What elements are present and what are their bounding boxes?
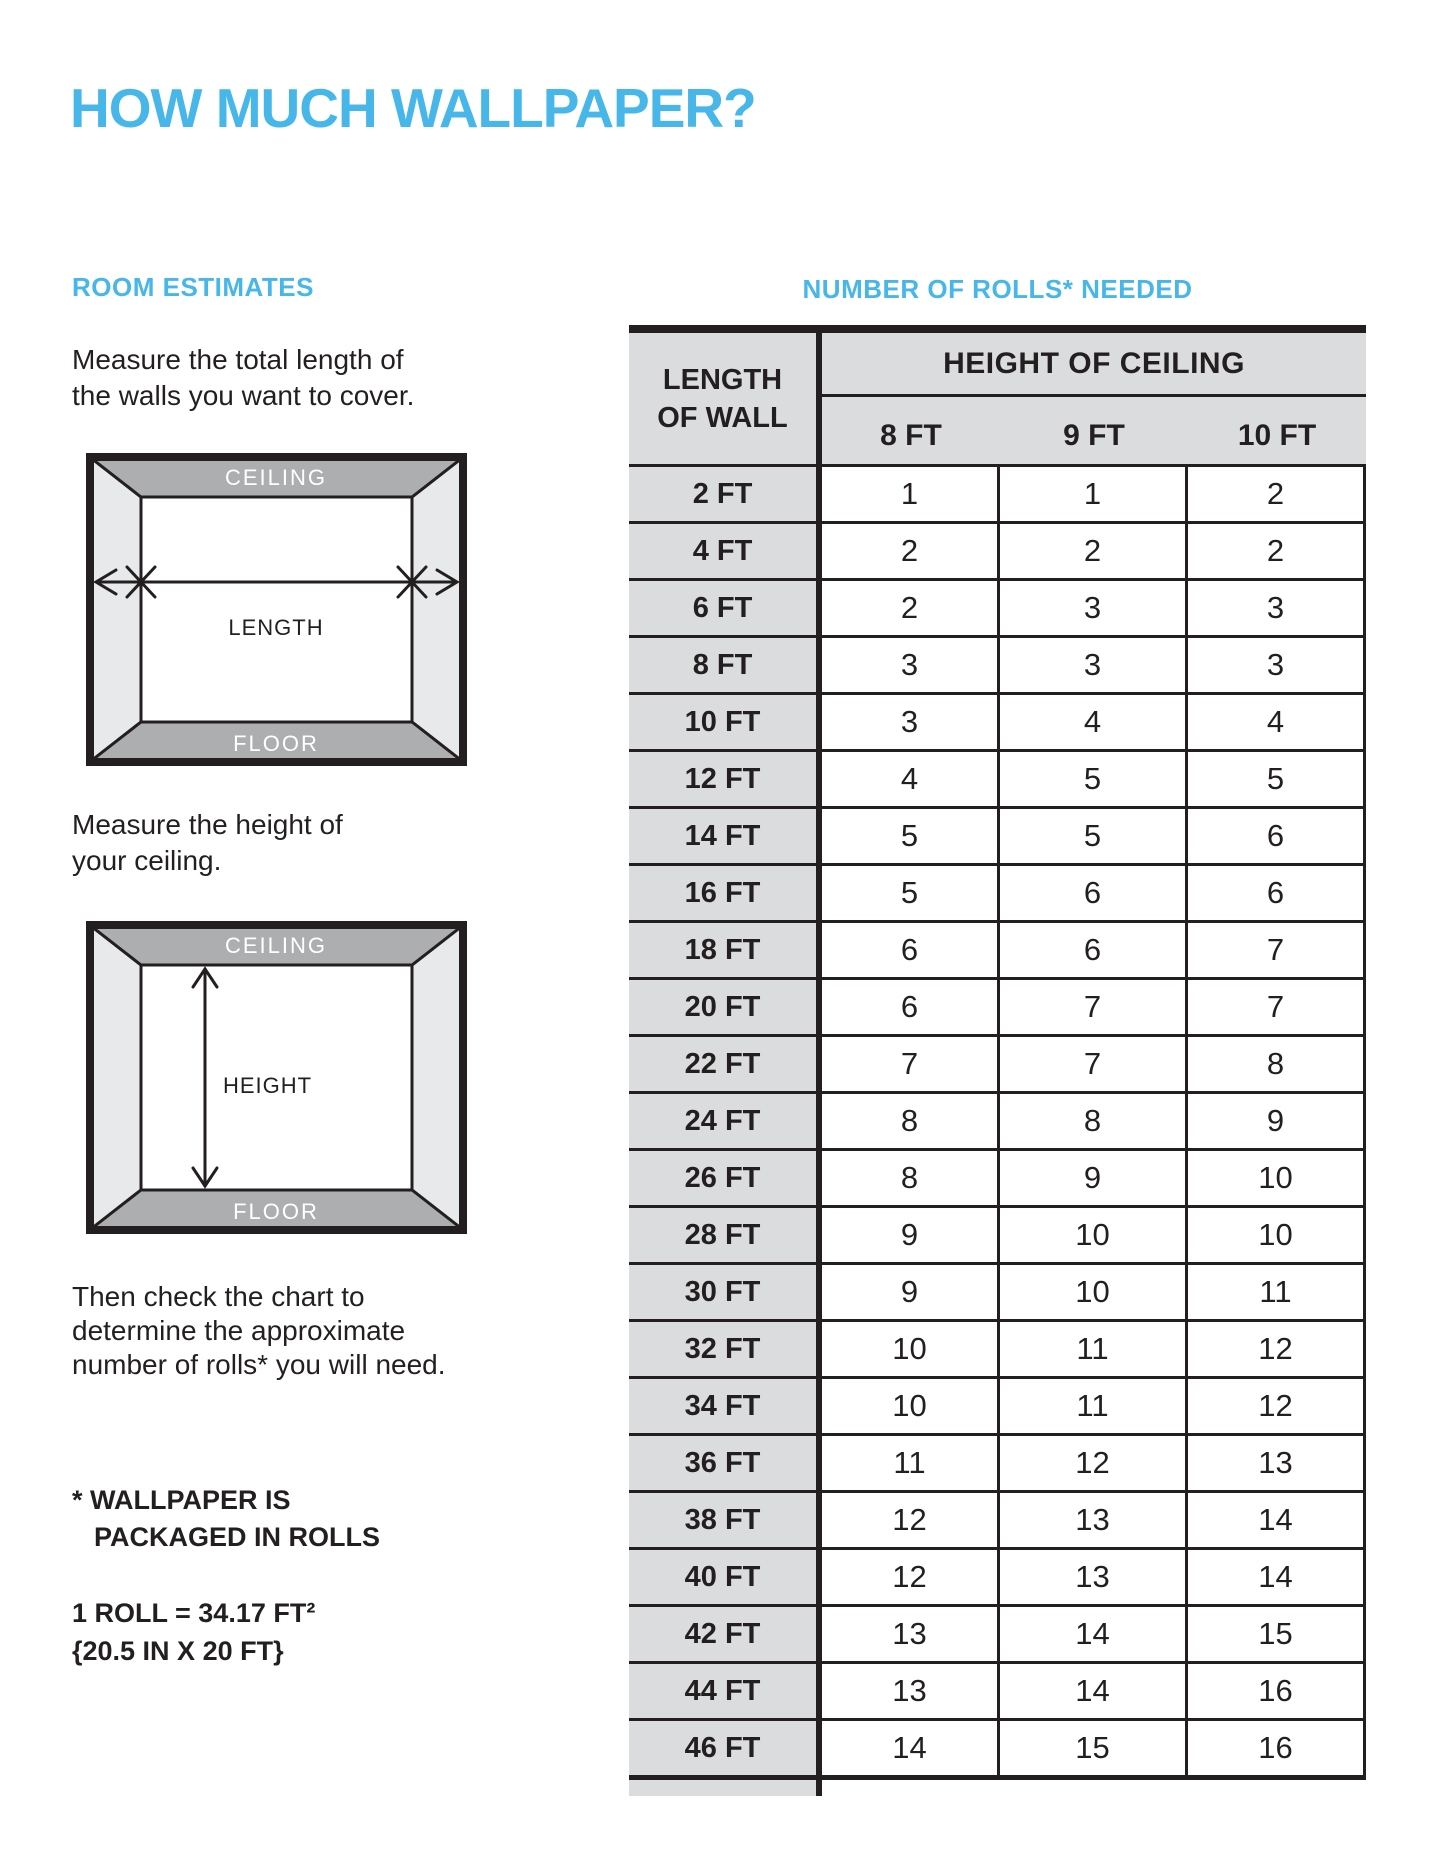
label-column-tail — [629, 1780, 816, 1796]
row-label: 30 FT — [629, 1265, 816, 1322]
roll-count-cell: 10 — [822, 1322, 1000, 1376]
row-label: 20 FT — [629, 980, 816, 1037]
row-label: 6 FT — [629, 581, 816, 638]
roll-count-cell: 6 — [822, 923, 1000, 977]
roll-count-cell: 11 — [1188, 1265, 1366, 1319]
row-label: 18 FT — [629, 923, 816, 980]
row-label: 14 FT — [629, 809, 816, 866]
roll-count-cell: 12 — [1000, 1436, 1188, 1490]
roll-count-cell: 6 — [1000, 923, 1188, 977]
table-row — [822, 695, 1366, 752]
instruction-measure-height — [72, 807, 343, 879]
row-label: 8 FT — [629, 638, 816, 695]
roll-count-cell: 14 — [822, 1721, 1000, 1775]
table-row — [822, 524, 1366, 581]
roll-count-cell: 1 — [822, 467, 1000, 521]
roll-count-cell: 11 — [822, 1436, 1000, 1490]
instruction-measure-length — [72, 342, 414, 414]
table-row — [822, 1607, 1366, 1664]
roll-count-cell: 2 — [822, 524, 1000, 578]
text-line: Then check the chart to — [72, 1281, 365, 1312]
roll-count-cell: 4 — [1000, 695, 1188, 749]
header-line: OF WALL — [657, 401, 788, 434]
height-label: HEIGHT — [223, 1073, 313, 1098]
roll-count-cell: 14 — [1000, 1664, 1188, 1718]
rolls-needed-heading: NUMBER OF ROLLS* NEEDED — [802, 274, 1193, 304]
roll-count-cell: 8 — [822, 1094, 1000, 1148]
roll-count-cell: 3 — [1188, 638, 1366, 692]
page-title: HOW MUCH WALLPAPER? — [70, 77, 756, 139]
table-row — [822, 1721, 1366, 1780]
roll-count-cell: 12 — [822, 1493, 1000, 1547]
ceiling-height-subheaders — [822, 397, 1366, 467]
roll-count-cell: 7 — [822, 1037, 1000, 1091]
row-label: 2 FT — [629, 467, 816, 524]
row-label: 12 FT — [629, 752, 816, 809]
roll-count-cell: 2 — [1188, 524, 1366, 578]
roll-count-cell: 10 — [1000, 1208, 1188, 1262]
text-line: your ceiling. — [72, 845, 222, 876]
table-value-rows — [822, 467, 1366, 1780]
roll-count-cell: 4 — [822, 752, 1000, 806]
table-row — [822, 809, 1366, 866]
row-label: 46 FT — [629, 1721, 816, 1780]
floor-label: FLOOR — [233, 1199, 319, 1224]
row-label: 40 FT — [629, 1550, 816, 1607]
row-label: 44 FT — [629, 1664, 816, 1721]
roll-count-cell: 7 — [1188, 980, 1366, 1034]
roll-count-cell: 9 — [822, 1265, 1000, 1319]
roll-count-cell: 3 — [822, 638, 1000, 692]
roll-count-cell: 4 — [1188, 695, 1366, 749]
roll-count-cell: 9 — [822, 1208, 1000, 1262]
row-label: 4 FT — [629, 524, 816, 581]
table-label-column — [629, 333, 816, 1796]
instruction-check-chart — [72, 1280, 446, 1382]
table-label-column-rows — [629, 467, 816, 1780]
roll-count-cell: 7 — [1188, 923, 1366, 977]
roll-count-cell: 12 — [822, 1550, 1000, 1604]
row-label: 34 FT — [629, 1379, 816, 1436]
roll-count-cell: 16 — [1188, 1721, 1366, 1775]
table-row — [822, 467, 1366, 524]
column-header-10ft: 10 FT — [1237, 418, 1317, 452]
roll-count-cell: 14 — [1188, 1550, 1366, 1604]
row-label: 28 FT — [629, 1208, 816, 1265]
roll-count-cell: 10 — [1188, 1208, 1366, 1262]
roll-count-cell: 2 — [1000, 524, 1188, 578]
roll-count-cell: 6 — [1188, 866, 1366, 920]
table-row — [822, 1208, 1366, 1265]
row-label: 16 FT — [629, 866, 816, 923]
roll-count-cell: 1 — [1000, 467, 1188, 521]
text-line: determine the approximate — [72, 1315, 406, 1346]
roll-count-cell: 7 — [1000, 980, 1188, 1034]
table-row — [822, 1550, 1366, 1607]
row-label: 42 FT — [629, 1607, 816, 1664]
height-of-ceiling-header: HEIGHT OF CEILING — [822, 333, 1366, 397]
table-row — [822, 1322, 1366, 1379]
roll-size-info — [72, 1594, 315, 1670]
rolls-needed-table — [629, 325, 1366, 1796]
table-row — [822, 1664, 1366, 1721]
room-length-diagram — [86, 453, 467, 771]
roll-count-cell: 7 — [1000, 1037, 1188, 1091]
table-row — [822, 1436, 1366, 1493]
table-value-area — [816, 333, 1366, 1796]
column-header-8ft: 8 FT — [880, 418, 942, 452]
roll-count-cell: 5 — [1188, 752, 1366, 806]
text-line: the walls you want to cover. — [72, 380, 415, 411]
roll-count-cell: 9 — [1000, 1151, 1188, 1205]
roll-count-cell: 8 — [1000, 1094, 1188, 1148]
header-line: LENGTH — [662, 363, 783, 396]
table-row — [822, 866, 1366, 923]
roll-count-cell: 6 — [1000, 866, 1188, 920]
roll-count-cell: 15 — [1188, 1607, 1366, 1661]
roll-count-cell: 13 — [822, 1664, 1000, 1718]
roll-count-cell: 13 — [1188, 1436, 1366, 1490]
table-row — [822, 980, 1366, 1037]
table-row — [822, 638, 1366, 695]
row-label: 26 FT — [629, 1151, 816, 1208]
roll-count-cell: 16 — [1188, 1664, 1366, 1718]
roll-count-cell: 5 — [1000, 752, 1188, 806]
roll-count-cell: 3 — [822, 695, 1000, 749]
floor-label: FLOOR — [233, 731, 319, 756]
roll-count-cell: 8 — [822, 1151, 1000, 1205]
roll-count-cell: 9 — [1188, 1094, 1366, 1148]
roll-count-cell: 6 — [1188, 809, 1366, 863]
length-of-wall-header — [629, 333, 816, 467]
roll-count-cell: 15 — [1000, 1721, 1188, 1775]
table-row — [822, 1493, 1366, 1550]
roll-count-cell: 13 — [1000, 1550, 1188, 1604]
ceiling-label: CEILING — [224, 933, 328, 958]
column-header-9ft: 9 FT — [1063, 418, 1125, 452]
room-perspective-illustration — [86, 921, 467, 1234]
table-row — [822, 1151, 1366, 1208]
roll-count-cell: 5 — [822, 809, 1000, 863]
table-row — [822, 1094, 1366, 1151]
roll-count-cell: 11 — [1000, 1322, 1188, 1376]
roll-count-cell: 5 — [1000, 809, 1188, 863]
row-label: 10 FT — [629, 695, 816, 752]
text-line: number of rolls* you will need. — [72, 1349, 446, 1380]
table-row — [822, 581, 1366, 638]
row-label: 38 FT — [629, 1493, 816, 1550]
wallpaper-packaging-footnote — [72, 1482, 380, 1556]
roll-count-cell: 13 — [822, 1607, 1000, 1661]
row-label: 36 FT — [629, 1436, 816, 1493]
room-estimates-heading: ROOM ESTIMATES — [72, 272, 314, 302]
text-line: 1 ROLL = 34.17 FT² — [72, 1598, 316, 1628]
roll-count-cell: 10 — [822, 1379, 1000, 1433]
text-line: PACKAGED IN ROLLS — [94, 1522, 381, 1552]
roll-count-cell: 6 — [822, 980, 1000, 1034]
row-label: 22 FT — [629, 1037, 816, 1094]
roll-count-cell: 11 — [1000, 1379, 1188, 1433]
roll-count-cell: 5 — [822, 866, 1000, 920]
roll-count-cell: 3 — [1188, 581, 1366, 635]
roll-count-cell: 3 — [1000, 581, 1188, 635]
text-line: {20.5 IN X 20 FT} — [72, 1636, 284, 1666]
roll-count-cell: 12 — [1188, 1322, 1366, 1376]
ceiling-label: CEILING — [224, 465, 328, 490]
roll-count-cell: 14 — [1188, 1493, 1366, 1547]
table-row — [822, 752, 1366, 809]
row-label: 24 FT — [629, 1094, 816, 1151]
roll-count-cell: 14 — [1000, 1607, 1188, 1661]
roll-count-cell: 2 — [822, 581, 1000, 635]
length-label: LENGTH — [228, 615, 324, 640]
roll-count-cell: 10 — [1188, 1151, 1366, 1205]
text-line: Measure the height of — [72, 809, 343, 840]
table-row — [822, 1037, 1366, 1094]
table-top-border — [629, 325, 1366, 333]
text-line: * WALLPAPER IS — [72, 1485, 291, 1515]
roll-count-cell: 10 — [1000, 1265, 1188, 1319]
roll-count-cell: 12 — [1188, 1379, 1366, 1433]
roll-count-cell: 2 — [1188, 467, 1366, 521]
room-perspective-illustration — [86, 453, 467, 766]
table-row — [822, 923, 1366, 980]
roll-count-cell: 8 — [1188, 1037, 1366, 1091]
roll-count-cell: 3 — [1000, 638, 1188, 692]
roll-count-cell: 13 — [1000, 1493, 1188, 1547]
room-height-diagram — [86, 921, 467, 1239]
text-line: Measure the total length of — [72, 344, 404, 375]
row-label: 32 FT — [629, 1322, 816, 1379]
table-row — [822, 1265, 1366, 1322]
table-row — [822, 1379, 1366, 1436]
